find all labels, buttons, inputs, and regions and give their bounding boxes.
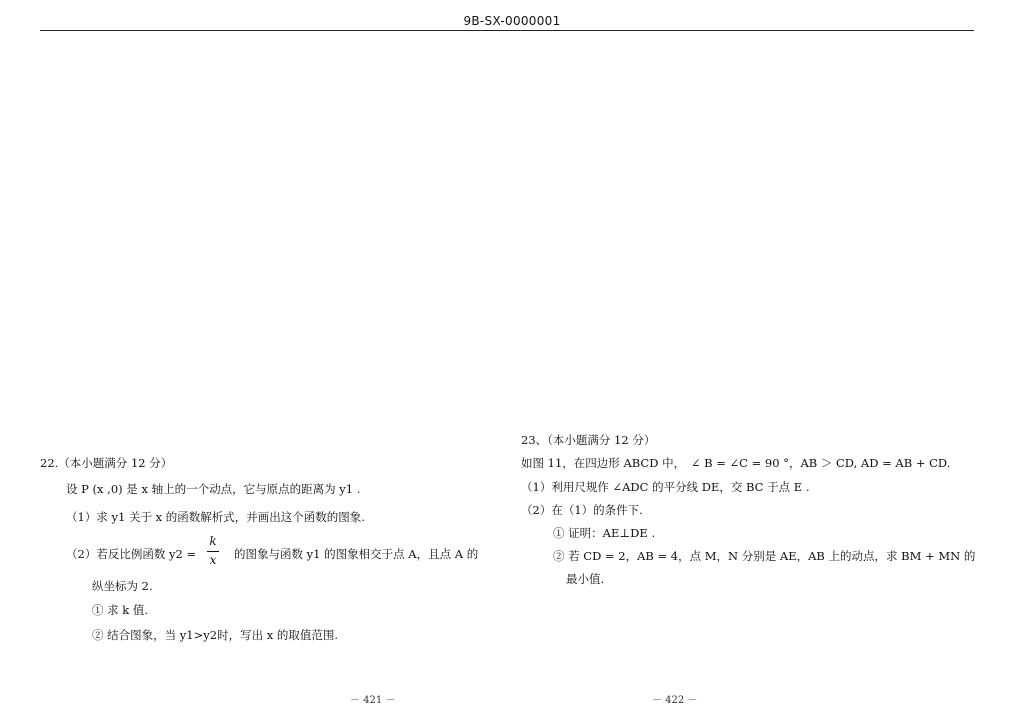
q22-part1: （1）求 y1 关于 x 的函数解析式，并画出这个函数的图象. (66, 510, 365, 524)
q22-part2-end: 的图象与函数 y1 的图象相交于点 A，且点 A 的 (234, 547, 479, 561)
q22-title: 22.（本小题满分 12 分） (40, 456, 173, 470)
q22-part2-cont: 纵坐标为 2. (92, 579, 153, 593)
q23-title: 23、（本小题满分 12 分） (521, 433, 656, 447)
document-code: 9B-SX-0000001 (463, 14, 561, 28)
fraction-bar (207, 551, 219, 552)
q23-intro: 如图 11，在四边形 ABCD 中， ∠ B = ∠C = 90 °，AB ＞ CD, AD = AB + CD. (521, 456, 951, 470)
q23-sub2-cont: 最小值. (566, 572, 605, 586)
q22-intro: 设 P (x ,0) 是 x 轴上的一个动点，它与原点的距离为 y1 . (66, 482, 361, 496)
fraction-denominator: x (209, 553, 217, 567)
q22-sub1: ① 求 k 值. (92, 603, 149, 617)
fraction-numerator: k (209, 534, 217, 548)
q22-sub2: ② 结合图象，当 y1>y2时，写出 x 的取值范围. (92, 628, 339, 642)
page-number-left: － 421 － (350, 695, 396, 706)
header-divider (40, 30, 974, 31)
q22-part2-start: （2）若反比例函数 y2 = (66, 547, 197, 561)
page-number-right: － 422 － (652, 695, 698, 706)
q23-part2: （2）在（1）的条件下. (521, 503, 643, 517)
q23-sub1: ① 证明：AE⊥DE . (553, 526, 656, 540)
q23-sub2: ② 若 CD = 2，AB = 4，点 M，N 分别是 AE，AB 上的动点，求 BM + MN 的 (553, 549, 976, 563)
q23-part1: （1）利用尺规作 ∠ADC 的平分线 DE，交 BC 于点 E . (521, 480, 810, 494)
